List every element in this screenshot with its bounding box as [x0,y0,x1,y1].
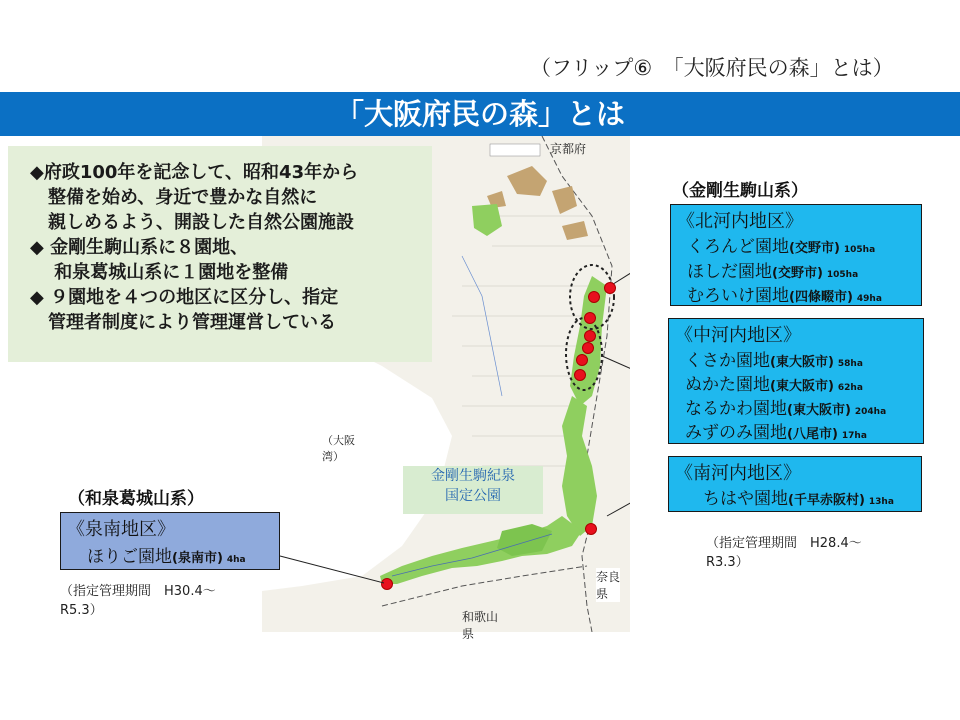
park-name: ちはや園地 [703,489,788,509]
description-line: ◆ ９園地を４つの地区に区分し、指定 [30,287,339,308]
park-city: (四條畷市) [789,290,853,305]
park-city: (東大阪市) [770,355,834,370]
description-line: 親しめるよう、開設した自然公園施設 [30,212,354,233]
management-period-east [706,532,862,570]
description-line: 整備を始め、身近で豊かな自然に [30,187,318,208]
park-area: 17ha [841,431,867,441]
park-name: なるかわ園地 [685,399,787,419]
note-line: R3.3） [706,555,749,570]
nara-line2: 県 [596,587,609,601]
osaka-bay-line1: （大阪 [322,434,355,447]
management-period-west [60,580,216,618]
description-line: 和泉葛城山系に１園地を整備 [30,262,289,283]
flip-caption: （フリップ⑥ 「大阪府民の森」とは） [530,56,894,80]
park-name: みずのみ園地 [685,423,787,443]
park-name: ぬかた園地 [685,375,770,395]
description-line: ◆ 金剛生駒山系に８園地、 [30,237,249,258]
note-line: （指定管理期間 H30.4～ [60,584,216,599]
note-line: R5.3） [60,603,103,618]
wakayama-line1: 和歌山 [462,610,499,624]
district-heading: 《北河内地区》 [677,211,803,232]
park-city: (交野市) [772,266,823,281]
description-line: ◆府政100年を記念して、昭和43年から [30,162,359,183]
park-area: 62ha [837,383,863,393]
map-label-kyoto: 京都府 [550,142,587,156]
park-area: 13ha [868,497,894,507]
park-name: くろんど園地 [687,237,789,257]
park-area: 49ha [856,294,882,304]
park-city: (千早赤阪村) [788,493,865,508]
park-area: 4ha [226,555,246,565]
description-line: 管理者制度により管理運営している [30,312,336,333]
system-label-kongo: （金剛生駒山系） [672,181,808,201]
district-heading: 《南河内地区》 [675,463,801,484]
osaka-bay-line2: 湾） [322,450,344,463]
park-name: くさか園地 [685,351,770,371]
nara-line1: 奈良 [596,570,621,584]
note-line: （指定管理期間 H28.4～ [706,536,862,551]
park-label-line1: 金剛生駒紀泉 [431,468,515,484]
park-city: (泉南市) [172,551,223,566]
district-heading: 《泉南地区》 [67,519,175,540]
page-title: 「大阪府民の森」とは [334,97,625,131]
district-heading: 《中河内地区》 [675,325,801,346]
park-area: 105ha [826,270,859,280]
system-label-izumi: （和泉葛城山系） [68,489,204,509]
park-name: ほりご園地 [87,547,172,567]
park-area: 58ha [837,359,863,369]
wakayama-line2: 県 [462,627,475,641]
park-label-line2: 国定公園 [445,488,501,504]
park-name: むろいけ園地 [687,286,789,306]
park-city: (東大阪市) [787,403,851,418]
park-city: (交野市) [789,241,840,256]
park-area: 204ha [854,407,887,417]
park-city: (東大阪市) [770,379,834,394]
park-city: (八尾市) [787,427,838,442]
park-area: 105ha [843,245,876,255]
park-name: ほしだ園地 [687,262,772,282]
